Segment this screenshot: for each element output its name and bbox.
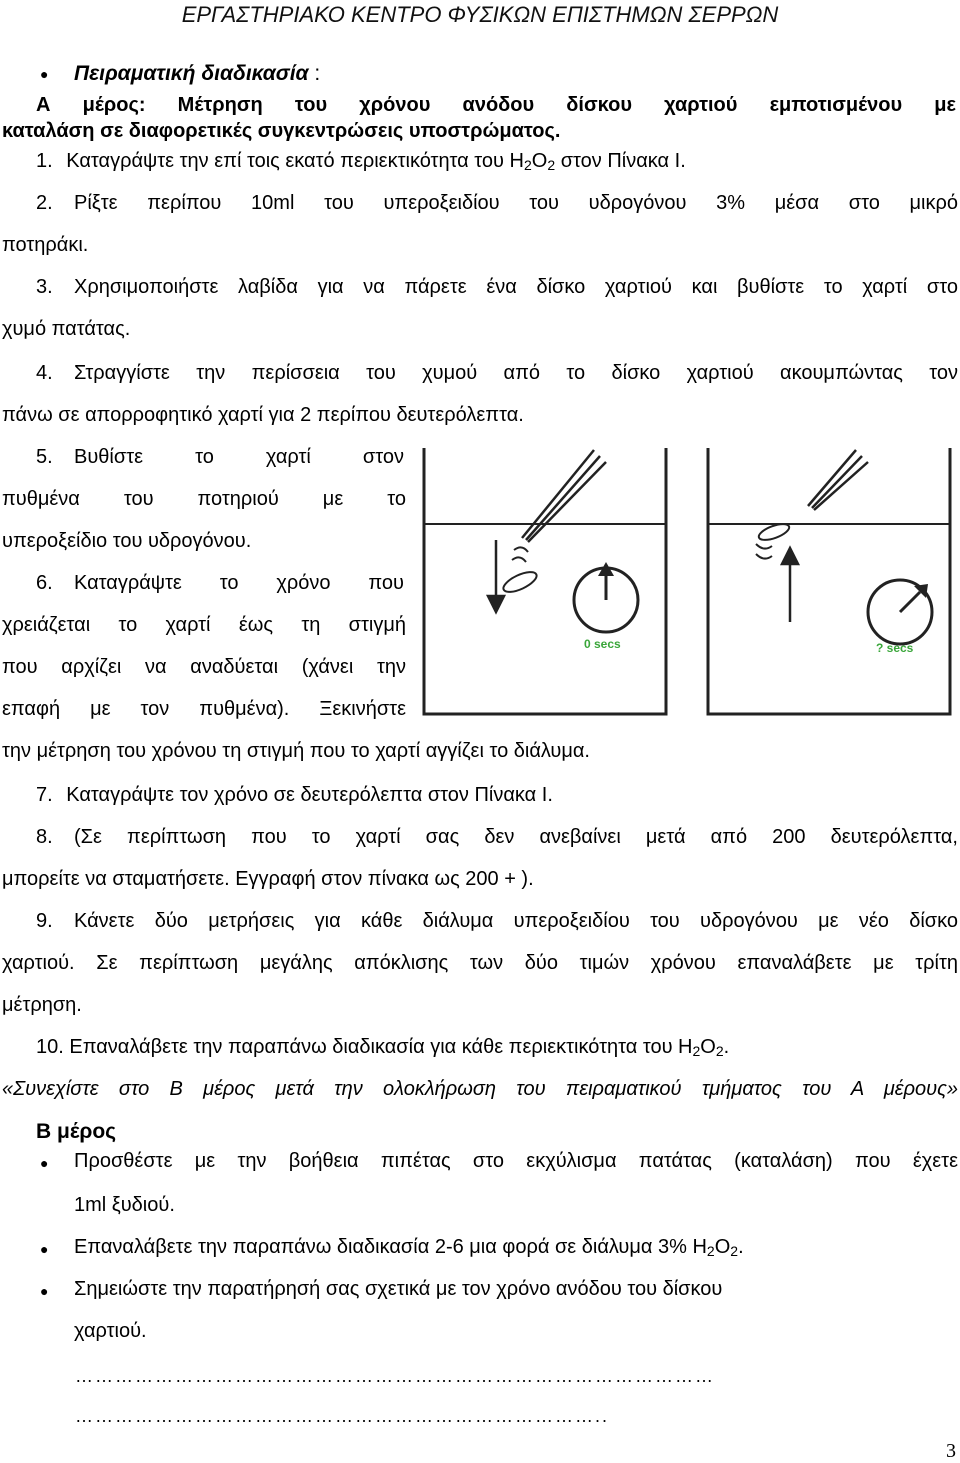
paper-disc [501, 568, 540, 596]
subscript: 2 [523, 157, 532, 173]
down-arrow-icon [488, 540, 504, 612]
part-b-title: Β μέρος [36, 1120, 117, 1143]
beaker-2 [708, 448, 950, 714]
step-1-number: 1. [36, 150, 53, 172]
subscript: 2 [547, 157, 556, 173]
part-b-bullet3-line2: χαρτιού. [74, 1320, 147, 1342]
step-8-line2: μπορείτε να σταματήσετε. Εγγραφή στον πίνακα ως 200 + ). [2, 868, 534, 890]
up-arrow-icon [782, 548, 798, 622]
step-5-line3: υπεροξείδιο του υδρογόνου. [2, 530, 252, 552]
step-1-text-post: στον Πίνακα Ι. [555, 150, 686, 172]
subscript: 2 [715, 1043, 724, 1059]
step-10-text: Επαναλάβετε την παραπάνω διαδικασία για κάθε περιεκτικότητα του Η [69, 1036, 693, 1058]
part-b-bullet2-post: . [738, 1236, 744, 1258]
subscript: 2 [692, 1043, 701, 1059]
step-5-line1: Βυθίστε το χαρτί στον [74, 446, 404, 468]
step-2-number: 2. [36, 192, 53, 214]
step-10 [36, 1036, 729, 1059]
step-1-text: Καταγράψτε την επί τοις εκατό περιεκτικότητα του Η [66, 150, 524, 172]
step-3-number: 3. [36, 276, 53, 298]
step-8-line1: (Σε περίπτωση που το χαρτί σας δεν ανεβαίνει μετά από 200 δευτερόλεπτα, [74, 826, 958, 848]
part-b-bullet2-text: Επαναλάβετε την παραπάνω διαδικασία 2-6 μια φορά σε διάλυμα 3% Η [74, 1236, 707, 1258]
tweezers-icon [522, 450, 606, 542]
step-8-number: 8. [36, 826, 53, 848]
bullet-icon: ● [40, 1155, 49, 1171]
answer-line-2[interactable]: …………………………………………………………………….. [75, 1406, 610, 1426]
page-header: ΕΡΓΑΣΤΗΡΙΑΚΟ ΚΕΝΤΡΟ ΦΥΣΙΚΩΝ ΕΠΙΣΤΗΜΩΝ ΣΕΡΡΩΝ [181, 2, 779, 27]
part-b-bullet3-line1: Σημειώστε την παρατήρησή σας σχετικά με τον χρόνο ανόδου του δίσκου [74, 1278, 723, 1300]
step-6-line1: Καταγράψτε το χρόνο που [74, 572, 404, 594]
bullet-icon: ● [40, 66, 49, 82]
step-9-line1: Κάνετε δύο μετρήσεις για κάθε διάλυμα υπεροξειδίου του υδρογόνου με νέο δίσκο [74, 910, 958, 932]
timer-1-icon [574, 562, 638, 632]
step-10-number: 10. [36, 1036, 64, 1058]
step-9-number: 9. [36, 910, 53, 932]
part-b-bullet2 [74, 1236, 744, 1259]
procedure-heading [74, 62, 320, 86]
step-5-number: 5. [36, 446, 53, 468]
step-6-line3: που αρχίζει να αναδύεται (χάνει την [2, 656, 406, 678]
timer-2-icon [868, 580, 932, 644]
part-b-bullet2-mid: Ο [714, 1236, 731, 1258]
step-4-number: 4. [36, 362, 53, 384]
step-9-line2: χαρτιού. Σε περίπτωση μεγάλης απόκλισης των δύο τιμών χρόνου επαναλάβετε με τρίτη [2, 952, 958, 974]
part-a-title-line1: Α μέρος: Μέτρηση του χρόνου ανόδου δίσκου χαρτιού εμποτισμένου με [36, 94, 956, 116]
experiment-illustration [416, 440, 958, 722]
subscript: 2 [730, 1243, 739, 1259]
timer-2-label: ? secs [876, 641, 914, 655]
part-b-bullet1-line2: 1ml ξυδιού. [74, 1194, 175, 1216]
step-4-line1: Στραγγίστε την περίσσεια του χυμού από το δίσκο χαρτιού ακουμπώντας τον [74, 362, 958, 384]
step-6-line2: χρειάζεται το χαρτί έως τη στιγμή [2, 614, 406, 636]
step-6-number: 6. [36, 572, 53, 594]
step-3-line1: Χρησιμοποιήστε λαβίδα για να πάρετε ένα δίσκο χαρτιού και βυθίστε το χαρτί στο [74, 276, 958, 298]
procedure-title: Πειραματική διαδικασία [74, 62, 309, 85]
answer-line-1[interactable]: …………………………………………………………………………………… [75, 1366, 715, 1386]
step-6-line5: την μέτρηση του χρόνου τη στιγμή που το χαρτί αγγίζει το διάλυμα. [2, 740, 590, 762]
page-number: 3 [946, 1440, 956, 1462]
motion-lines [756, 544, 772, 559]
step-2-line1: Ρίξτε περίπου 10ml του υπεροξειδίου του υδρογόνου 3% μέσα στο μικρό [74, 192, 958, 214]
tweezers-icon [808, 450, 868, 510]
step-5-line2: πυθμένα του ποτηριού με το [2, 488, 406, 510]
motion-lines [512, 547, 528, 562]
timer-1-label: 0 secs [584, 637, 621, 651]
step-2-line2: ποτηράκι. [2, 234, 89, 256]
step-9-line3: μέτρηση. [2, 994, 82, 1016]
subscript: 2 [706, 1243, 715, 1259]
part-a-title-line2: καταλάση σε διαφορετικές συγκεντρώσεις υποστρώματος. [2, 120, 561, 142]
step-1 [36, 150, 686, 173]
continue-note: «Συνεχίστε στο Β μέρος μετά την ολοκλήρωση του πειραματικού τμήματος του Α μέρους» [2, 1078, 958, 1100]
step-10-text-post: . [723, 1036, 730, 1058]
procedure-colon: : [314, 62, 321, 85]
step-3-line2: χυμό πατάτας. [2, 318, 131, 340]
bullet-icon: ● [40, 1283, 49, 1299]
step-7-number: 7. [36, 784, 53, 806]
step-4-line2: πάνω σε απορροφητικό χαρτί για 2 περίπου δευτερόλεπτα. [2, 404, 524, 426]
step-7 [36, 784, 553, 807]
part-b-bullet1-line1: Προσθέστε με την βοήθεια πιπέτας στο εκχύλισμα πατάτας (καταλάση) που έχετε [74, 1150, 958, 1172]
step-6-line4: επαφή με τον πυθμένα). Ξεκινήστε [2, 698, 406, 720]
bullet-icon: ● [40, 1241, 49, 1257]
step-1-text-mid: Ο [531, 150, 548, 172]
step-7-text: Καταγράψτε τον χρόνο σε δευτερόλεπτα στον Πίνακα Ι. [66, 784, 553, 806]
step-10-text-mid: Ο [700, 1036, 716, 1058]
